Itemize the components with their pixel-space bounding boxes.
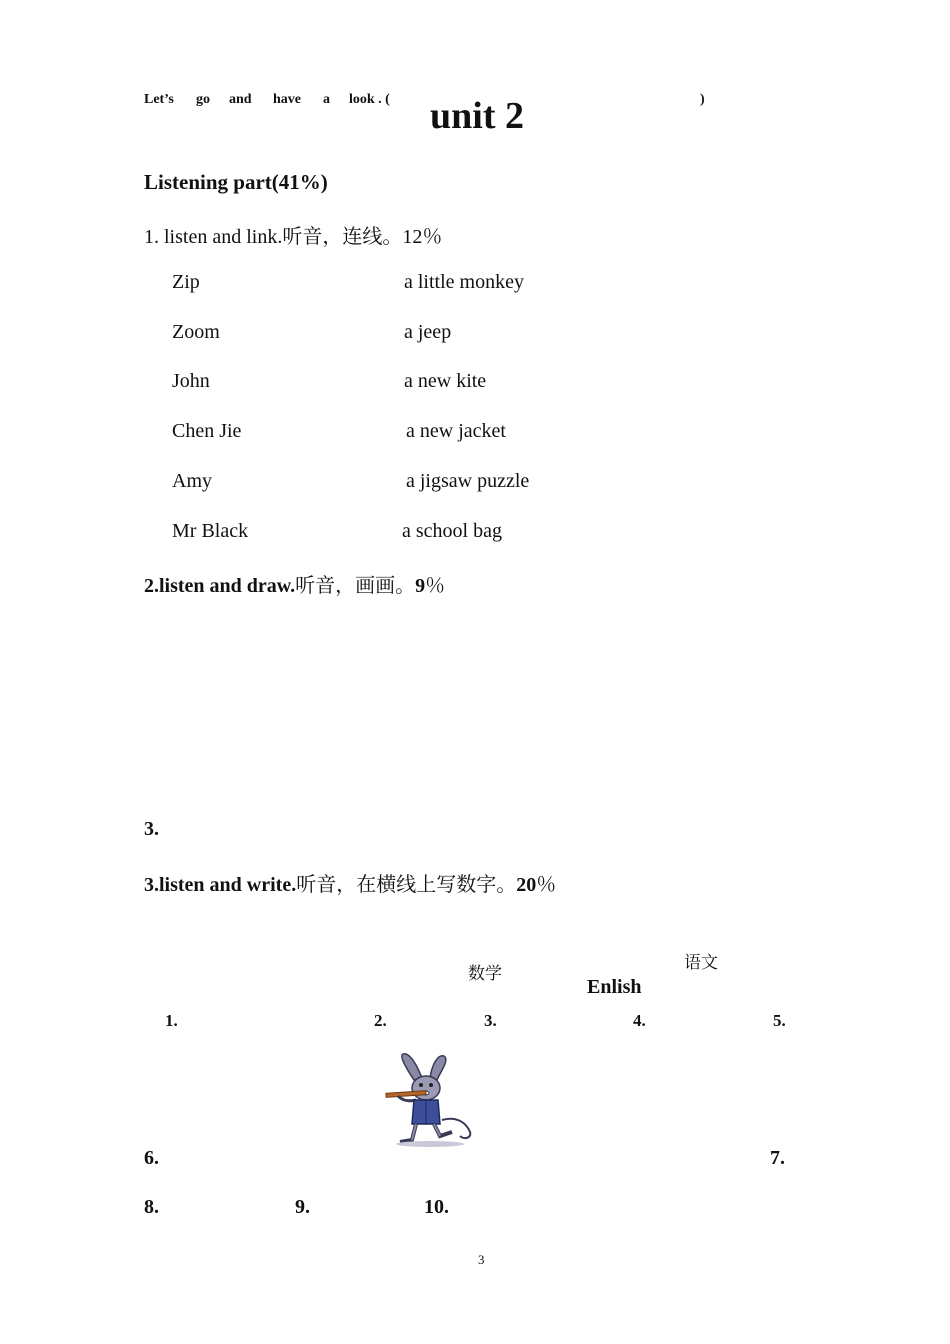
- q1-instruction: 1. listen and link.听音，连线。12％: [144, 226, 443, 248]
- book-math-label: 数学: [468, 964, 502, 983]
- answer-number: 3.: [484, 1011, 497, 1030]
- header-word: and: [229, 92, 252, 107]
- q2-label: 2.listen and draw.: [144, 575, 296, 597]
- q1-name: John: [172, 370, 210, 392]
- q1-item: a jigsaw puzzle: [406, 470, 530, 492]
- section-heading: Listening part(41%): [144, 170, 328, 194]
- q3-cn: 听音，在横线上写数字。: [296, 874, 517, 896]
- q3-pct: 20: [516, 874, 537, 896]
- header-word: look . (: [349, 92, 390, 107]
- answer-number: 7.: [770, 1147, 785, 1169]
- q3-label: 3.listen and write.: [144, 874, 297, 896]
- answer-number: 1.: [165, 1011, 178, 1030]
- answer-number: 4.: [633, 1011, 646, 1030]
- q1-name: Mr Black: [172, 520, 249, 542]
- q1-name: Zoom: [172, 321, 220, 343]
- q1-name: Amy: [172, 470, 212, 492]
- q1-name: Chen Jie: [172, 420, 242, 442]
- q1-name: Zip: [172, 271, 200, 293]
- rabbit-with-flute-illustration: [380, 1052, 480, 1148]
- q2-pct-sign: ％: [425, 575, 446, 597]
- q1-item: a jeep: [404, 321, 452, 343]
- q1-item: a new kite: [404, 370, 487, 392]
- q1-item: a new jacket: [406, 420, 506, 442]
- q3-pct-sign: ％: [536, 874, 557, 896]
- q2-instruction: [144, 569, 445, 598]
- q3-instruction: [144, 868, 556, 897]
- page-title: unit 2: [430, 95, 524, 137]
- header-word: a: [323, 92, 330, 107]
- answer-number: 5.: [773, 1011, 786, 1030]
- header-word: have: [273, 92, 301, 107]
- answer-number: 9.: [295, 1196, 310, 1218]
- book-english-label: Enlish: [587, 976, 642, 998]
- q3-marker: 3.: [144, 818, 159, 840]
- q1-item: a school bag: [402, 520, 502, 542]
- q2-pct: 9: [415, 575, 426, 597]
- q1-item: a little monkey: [404, 271, 524, 293]
- page-number: 3: [478, 1252, 485, 1267]
- header-word: Let’s: [144, 92, 174, 107]
- header-paren-close: ): [700, 92, 705, 107]
- answer-number: 6.: [144, 1147, 159, 1169]
- answer-number: 8.: [144, 1196, 159, 1218]
- header-word: go: [196, 92, 210, 107]
- answer-number: 2.: [374, 1011, 387, 1030]
- q2-cn: 听音，画画。: [295, 575, 416, 597]
- answer-number: 10.: [424, 1196, 449, 1218]
- book-chinese-label: 语文: [684, 953, 718, 972]
